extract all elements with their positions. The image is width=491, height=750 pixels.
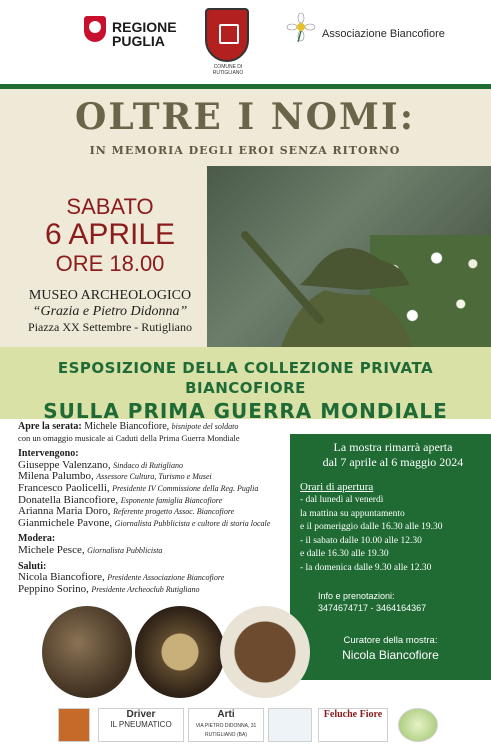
speaker-item: Arianna Maria Doro, Referente progetto Assoc. Biancofiore <box>18 505 235 518</box>
regione-puglia-logo-icon <box>84 16 106 42</box>
regione-puglia-label: REGIONE PUGLIA <box>112 19 177 49</box>
event-day: SABATO <box>66 194 154 219</box>
curator-block <box>290 635 491 663</box>
program-list <box>18 421 288 595</box>
venue-address: Piazza XX Settembre - Rutigliano <box>28 320 192 334</box>
soldier-silhouette-icon <box>240 215 440 350</box>
greetings-label: Saluti: <box>18 560 47 572</box>
venue-name: MUSEO ARCHEOLOGICO <box>28 288 192 303</box>
sponsor-driver: Driver IL PNEUMATICO <box>98 708 184 742</box>
case-photo <box>220 606 310 698</box>
venue-block <box>10 288 210 334</box>
hours-line: la mattina su appuntamento <box>300 508 405 519</box>
event-time: ORE 18.00 <box>55 251 165 276</box>
greeting-item: Nicola Biancofiore, Presidente Associazione Biancofiore <box>18 571 225 584</box>
association-name: Associazione Biancofiore <box>322 28 445 40</box>
exhibition-dates: dal 7 aprile al 6 maggio 2024 <box>322 455 464 469</box>
hours-line: - dal lunedì al venerdì <box>300 495 384 505</box>
sponsor-logo-icon <box>398 708 438 742</box>
exhibition-title: ESPOSIZIONE DELLA COLLEZIONE PRIVATA BIANCOFIORE SULLA PRIMA GUERRA MONDIALE <box>43 359 448 423</box>
speakers-label: Intervengono: <box>18 448 79 460</box>
opening-line: Apre la serata: Michele Biancofiore, bisnipote del soldato <box>18 421 239 432</box>
sponsor-logo-icon <box>268 708 312 742</box>
moderator-item: Michele Pesce, Giornalista Pubblicista <box>18 543 163 556</box>
info-phones[interactable]: 3474674717 - 3464164367 <box>318 603 427 613</box>
poster-title: OLTRE I NOMI: <box>74 96 416 138</box>
greeting-item: Peppino Sorino, Presidente Archeoclub Rutigliano <box>18 582 200 595</box>
info-label: Info e prenotazioni: <box>318 591 395 601</box>
speaker-item: Gianmichele Pavone, Giornalista Pubblicista e cultore di storia locale <box>18 516 271 529</box>
sponsor-logo-icon <box>58 708 90 742</box>
medal-photo <box>135 606 225 698</box>
hours-title: Orari di apertura <box>300 481 374 493</box>
comune-label: COMUNE DI RUTIGLIANO <box>212 64 244 76</box>
venue-subname: “Grazia e Pietro Didonna” <box>32 304 188 319</box>
speaker-item: Francesco Paolicelli, Presidente IV Commissione della Reg. Puglia <box>18 481 259 494</box>
opening-hours-text <box>300 440 486 576</box>
speaker-item: Donatella Biancofiore, Esponente famiglia Biancofiore <box>18 493 223 506</box>
daisy-logo-icon <box>286 12 316 42</box>
curator-name: Nicola Biancofiore <box>342 648 439 662</box>
speaker-item: Giuseppe Valenzano, Sindaco di Rutigliano <box>18 458 183 471</box>
exhibition-open-line: La mostra rimarrà aperta <box>333 440 453 454</box>
hours-line: e dalle 16.30 alle 19.30 <box>300 549 389 560</box>
sponsor-arti: Arti VIA PIETRO DIDONNA, 31 RUTIGLIANO (BA) <box>188 708 264 742</box>
helmet-photo <box>42 606 132 698</box>
opening-detail: con un omaggio musicale ai Caduti della Prima Guerra Mondiale <box>18 432 240 443</box>
sponsor-feluche: Feluche Fiore <box>318 708 388 742</box>
moderator-label: Modera: <box>18 533 56 545</box>
comune-crest-icon <box>205 8 249 62</box>
curator-label: Curatore della mostra: <box>343 635 438 646</box>
event-date: 6 APRILE <box>44 218 176 251</box>
hours-line: - il sabato dalle 10.00 alle 12.30 <box>300 535 422 546</box>
hours-line: e il pomeriggio dalle 16.30 alle 19.30 <box>300 522 443 533</box>
hours-line: - la domenica dalle 9.30 alle 12.30 <box>300 562 432 573</box>
info-block <box>318 590 426 614</box>
speaker-item: Milena Palumbo, Assessore Cultura, Turismo e Musei <box>18 470 212 483</box>
event-date-block <box>10 195 210 277</box>
poster-subtitle: IN MEMORIA DEGLI EROI SENZA RITORNO <box>89 144 401 157</box>
